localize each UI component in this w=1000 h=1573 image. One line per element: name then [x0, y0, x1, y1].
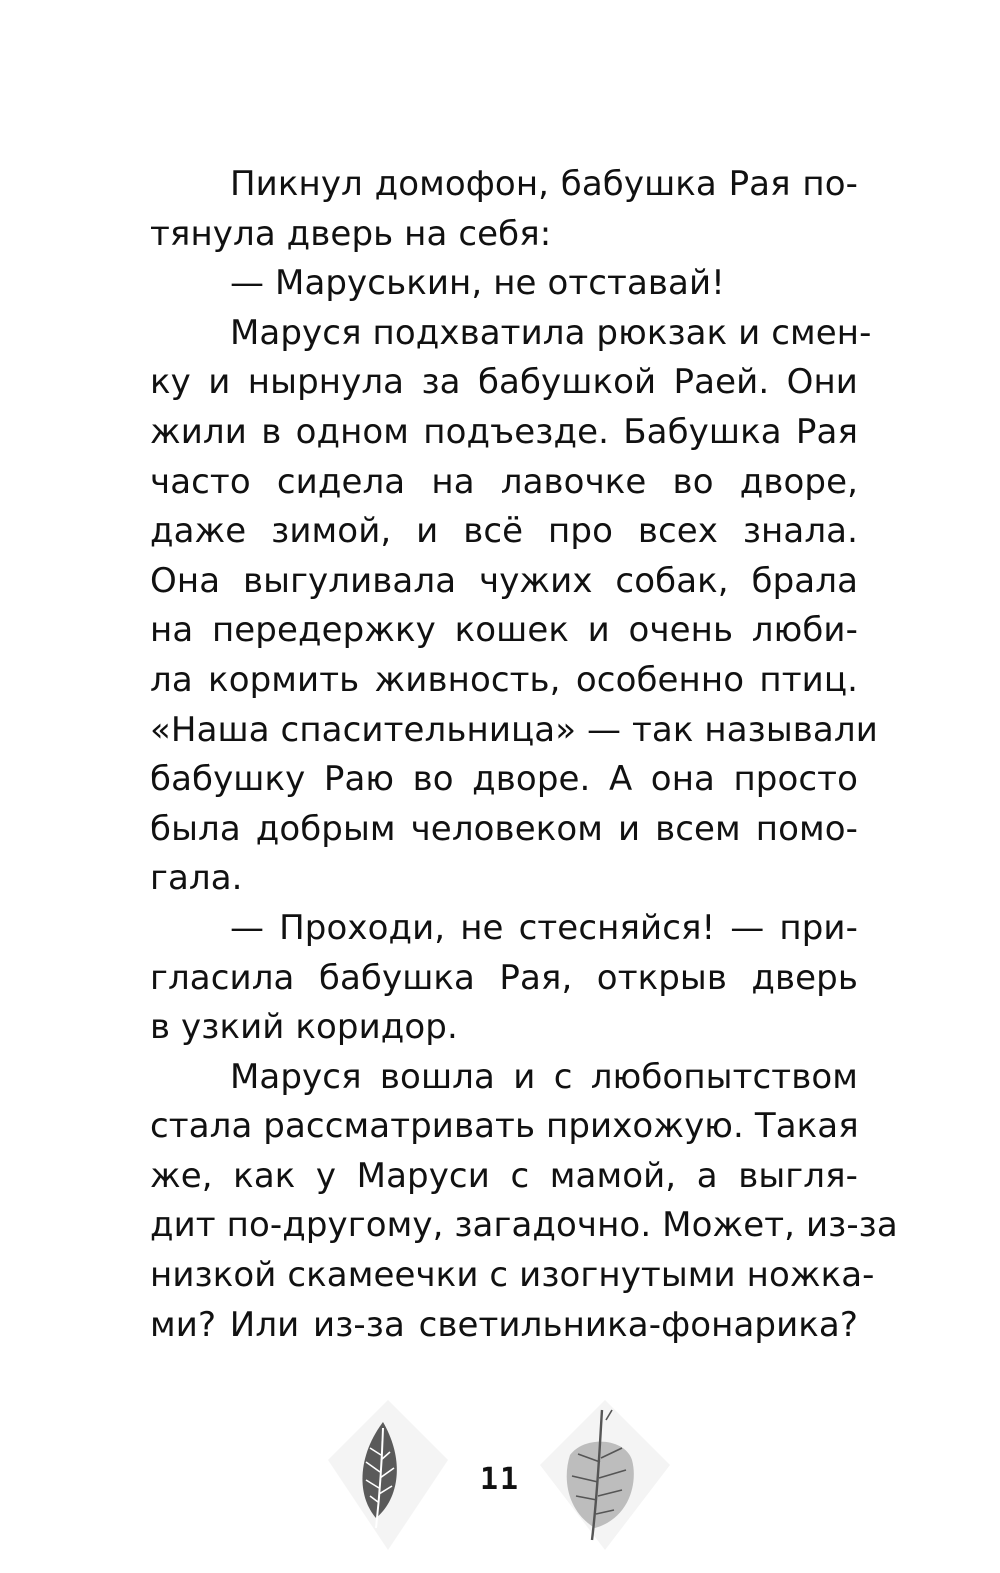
page-number: 11	[479, 1462, 521, 1497]
text-line: часто сидела на лавочке во дворе,	[150, 461, 858, 502]
text-line: гала.	[150, 858, 243, 899]
text-line: — Маруськин, не отставай!	[230, 263, 725, 304]
text-line: Пикнул домофон, бабушка Рая по-	[230, 164, 858, 204]
text-line: «Наша спасительница» — так называли	[150, 709, 878, 750]
text-line: тянула дверь на себя:	[150, 213, 552, 254]
text-line: жили в одном подъезде. Бабушка Рая	[150, 411, 858, 452]
page-footer	[0, 1400, 1000, 1570]
text-line: бабушку Раю во дворе. А она просто	[150, 759, 858, 800]
text-line: — Проходи, не стесняйся! — при-	[230, 907, 858, 948]
text-line: низкой скамеечки с изогнутыми ножка-	[150, 1255, 875, 1296]
page-text	[150, 160, 898, 1350]
text-line: ла кормить живность, особенно птиц.	[150, 659, 858, 700]
text-line: же, как у Маруси с мамой, а выгля-	[150, 1155, 858, 1196]
text-line: Маруся подхватила рюкзак и смен-	[230, 312, 872, 353]
leaf-icon	[540, 1400, 670, 1550]
text-line: Она выгуливала чужих собак, брала	[150, 560, 858, 601]
text-line: на передержку кошек и очень люби-	[150, 610, 858, 651]
text-line: стала рассматривать прихожую. Такая	[150, 1106, 859, 1147]
text-line: ми? Или из-за светильника-фонарика?	[150, 1304, 858, 1345]
text-line: дит по-другому, загадочно. Может, из-за	[150, 1205, 898, 1246]
text-line: ку и нырнула за бабушкой Раей. Они	[150, 362, 858, 403]
text-line: даже зимой, и всё про всех знала.	[150, 511, 858, 552]
text-line: Маруся вошла и с любопытством	[230, 1056, 858, 1097]
text-line: была добрым человеком и всем помо-	[150, 808, 858, 849]
leaf-icon	[328, 1400, 448, 1550]
text-line: гласила бабушка Рая, открыв дверь	[150, 957, 858, 998]
text-line: в узкий коридор.	[150, 1007, 458, 1048]
